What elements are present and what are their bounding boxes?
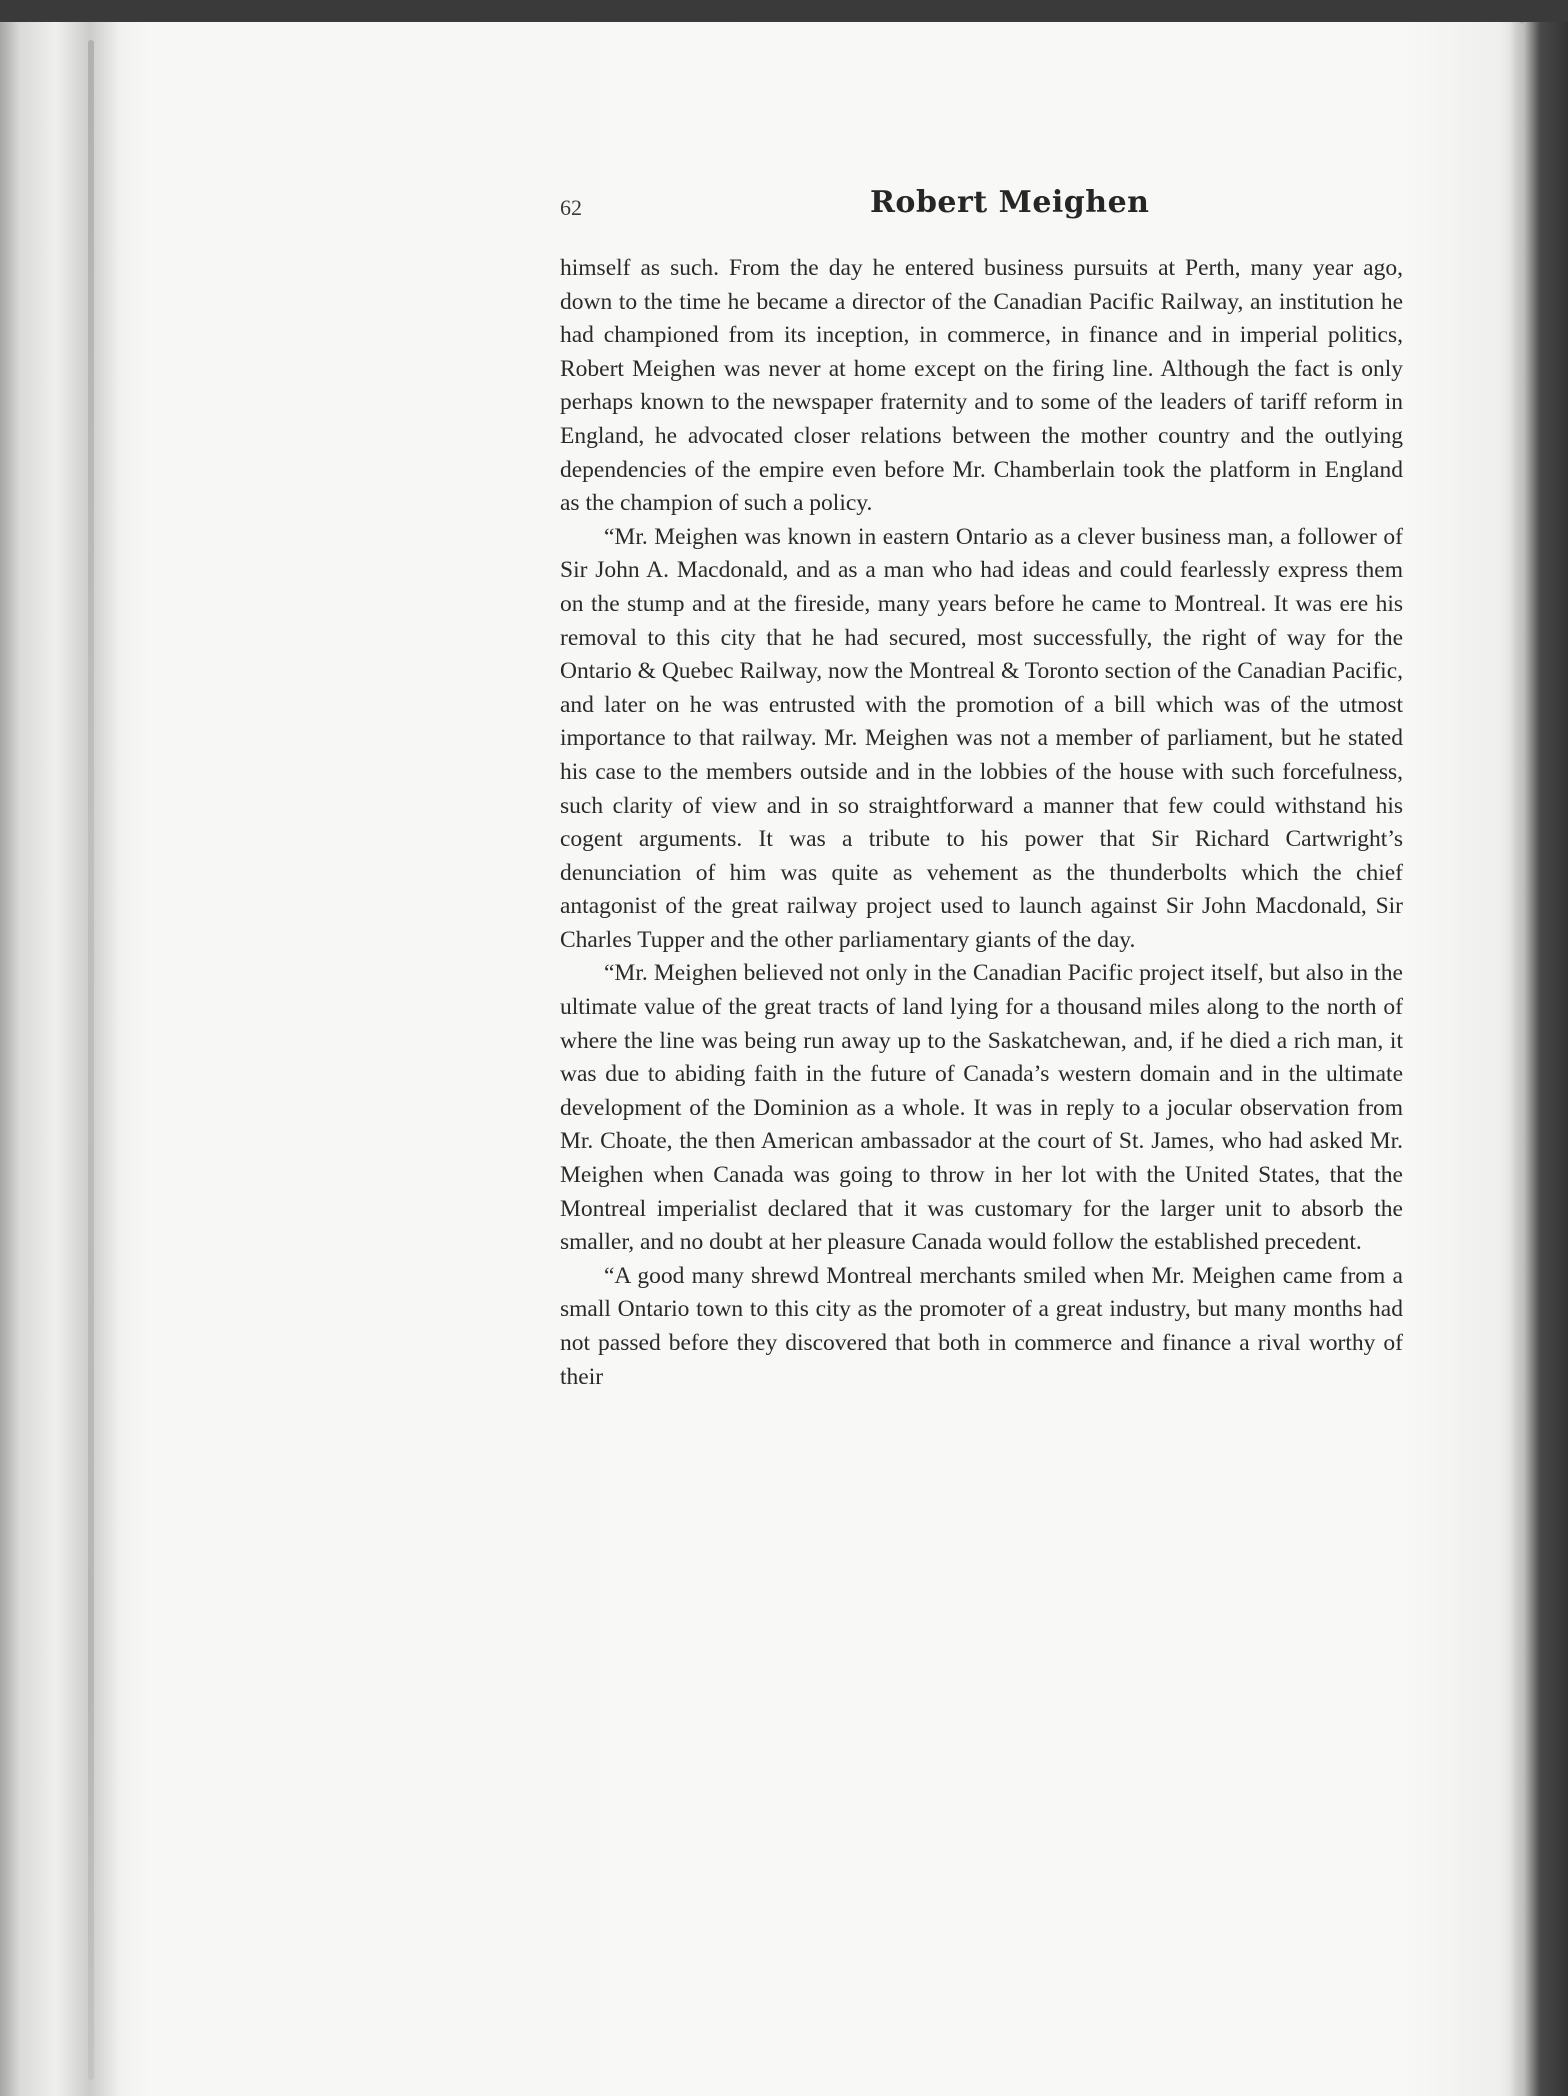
running-title: Robert Meighen [870, 185, 1150, 220]
paragraph: “Mr. Meighen was known in eastern Ontario as a clever business man, a follower of Sir John A. Macdonald, and as a man who had ideas and could fearlessly express them on the stump and at the fireside, many years before he came to Montreal. It was ere his removal to this city that he had secured, most successfully, the right of way for the Ontario & Quebec Railway, now the Montreal & Toronto section of the Canadian Pacific, and later on he was entrusted with the promotion of a bill which was of the utmost importance to that railway. Mr. Meighen was not a member of parliament, but he stated his case to the members outside and in the lobbies of the house with such forcefulness, such clarity of view and in so straightforward a manner that few could withstand his cogent arguments. It was a tribute to his power that Sir Richard Cartwright’s denunciation of him was quite as vehement as the thunderbolts which the chief antagonist of the great railway project used to launch against Sir John Macdonald, Sir Charles Tupper and the other parliamentary giants of the day. [560, 523, 1403, 953]
running-head [560, 185, 1400, 235]
paragraph: “Mr. Meighen believed not only in the Canadian Pacific project itself, but also in the ultimate value of the great tracts of land lying for a thousand miles along to the north of where the line was being run away up to the Saskatchewan, and, if he died a rich man, it was due to abiding faith in the future of Canada’s western domain and in the ultimate development of the Dominion as a whole. It was in reply to a jocular observation from Mr. Choate, the then American ambassador at the court of St. James, who had asked Mr. Meighen when Canada was going to throw in her lot with the United States, that the Montreal imperialist declared that it was customary for the larger unit to absorb the smaller, and no doubt at her pleasure Canada would follow the established precedent. [560, 960, 1403, 1256]
spine-shadow [0, 22, 150, 2096]
paragraph-continued: himself as such. From the day he entered business pursuits at Perth, many year ago, down to the time he became a director of the Canadian Pacific Railway, an institution he had championed from its inception, in commerce, in finance and in imperial politics, Robert Meighen was never at home except on the firing line. Although the fact is only perhaps known to the newspaper fraternity and to some of the leaders of tariff reform in England, he advocated closer relations between the mother country and the outlying dependencies of the empire even before Mr. Chamberlain took the platform in England as the champion of such a policy. [560, 255, 1403, 517]
paragraph: “A good many shrewd Montreal merchants smiled when Mr. Meighen came from a small Ontario town to this city as the promoter of a great industry, but many months had not passed before they discovered that both in commerce and finance a rival worthy of their [560, 1262, 1403, 1390]
page-number: 62 [560, 195, 582, 220]
spine-crease [88, 40, 94, 2080]
page-right-edge [1510, 22, 1568, 2096]
body-text [560, 252, 1403, 1394]
